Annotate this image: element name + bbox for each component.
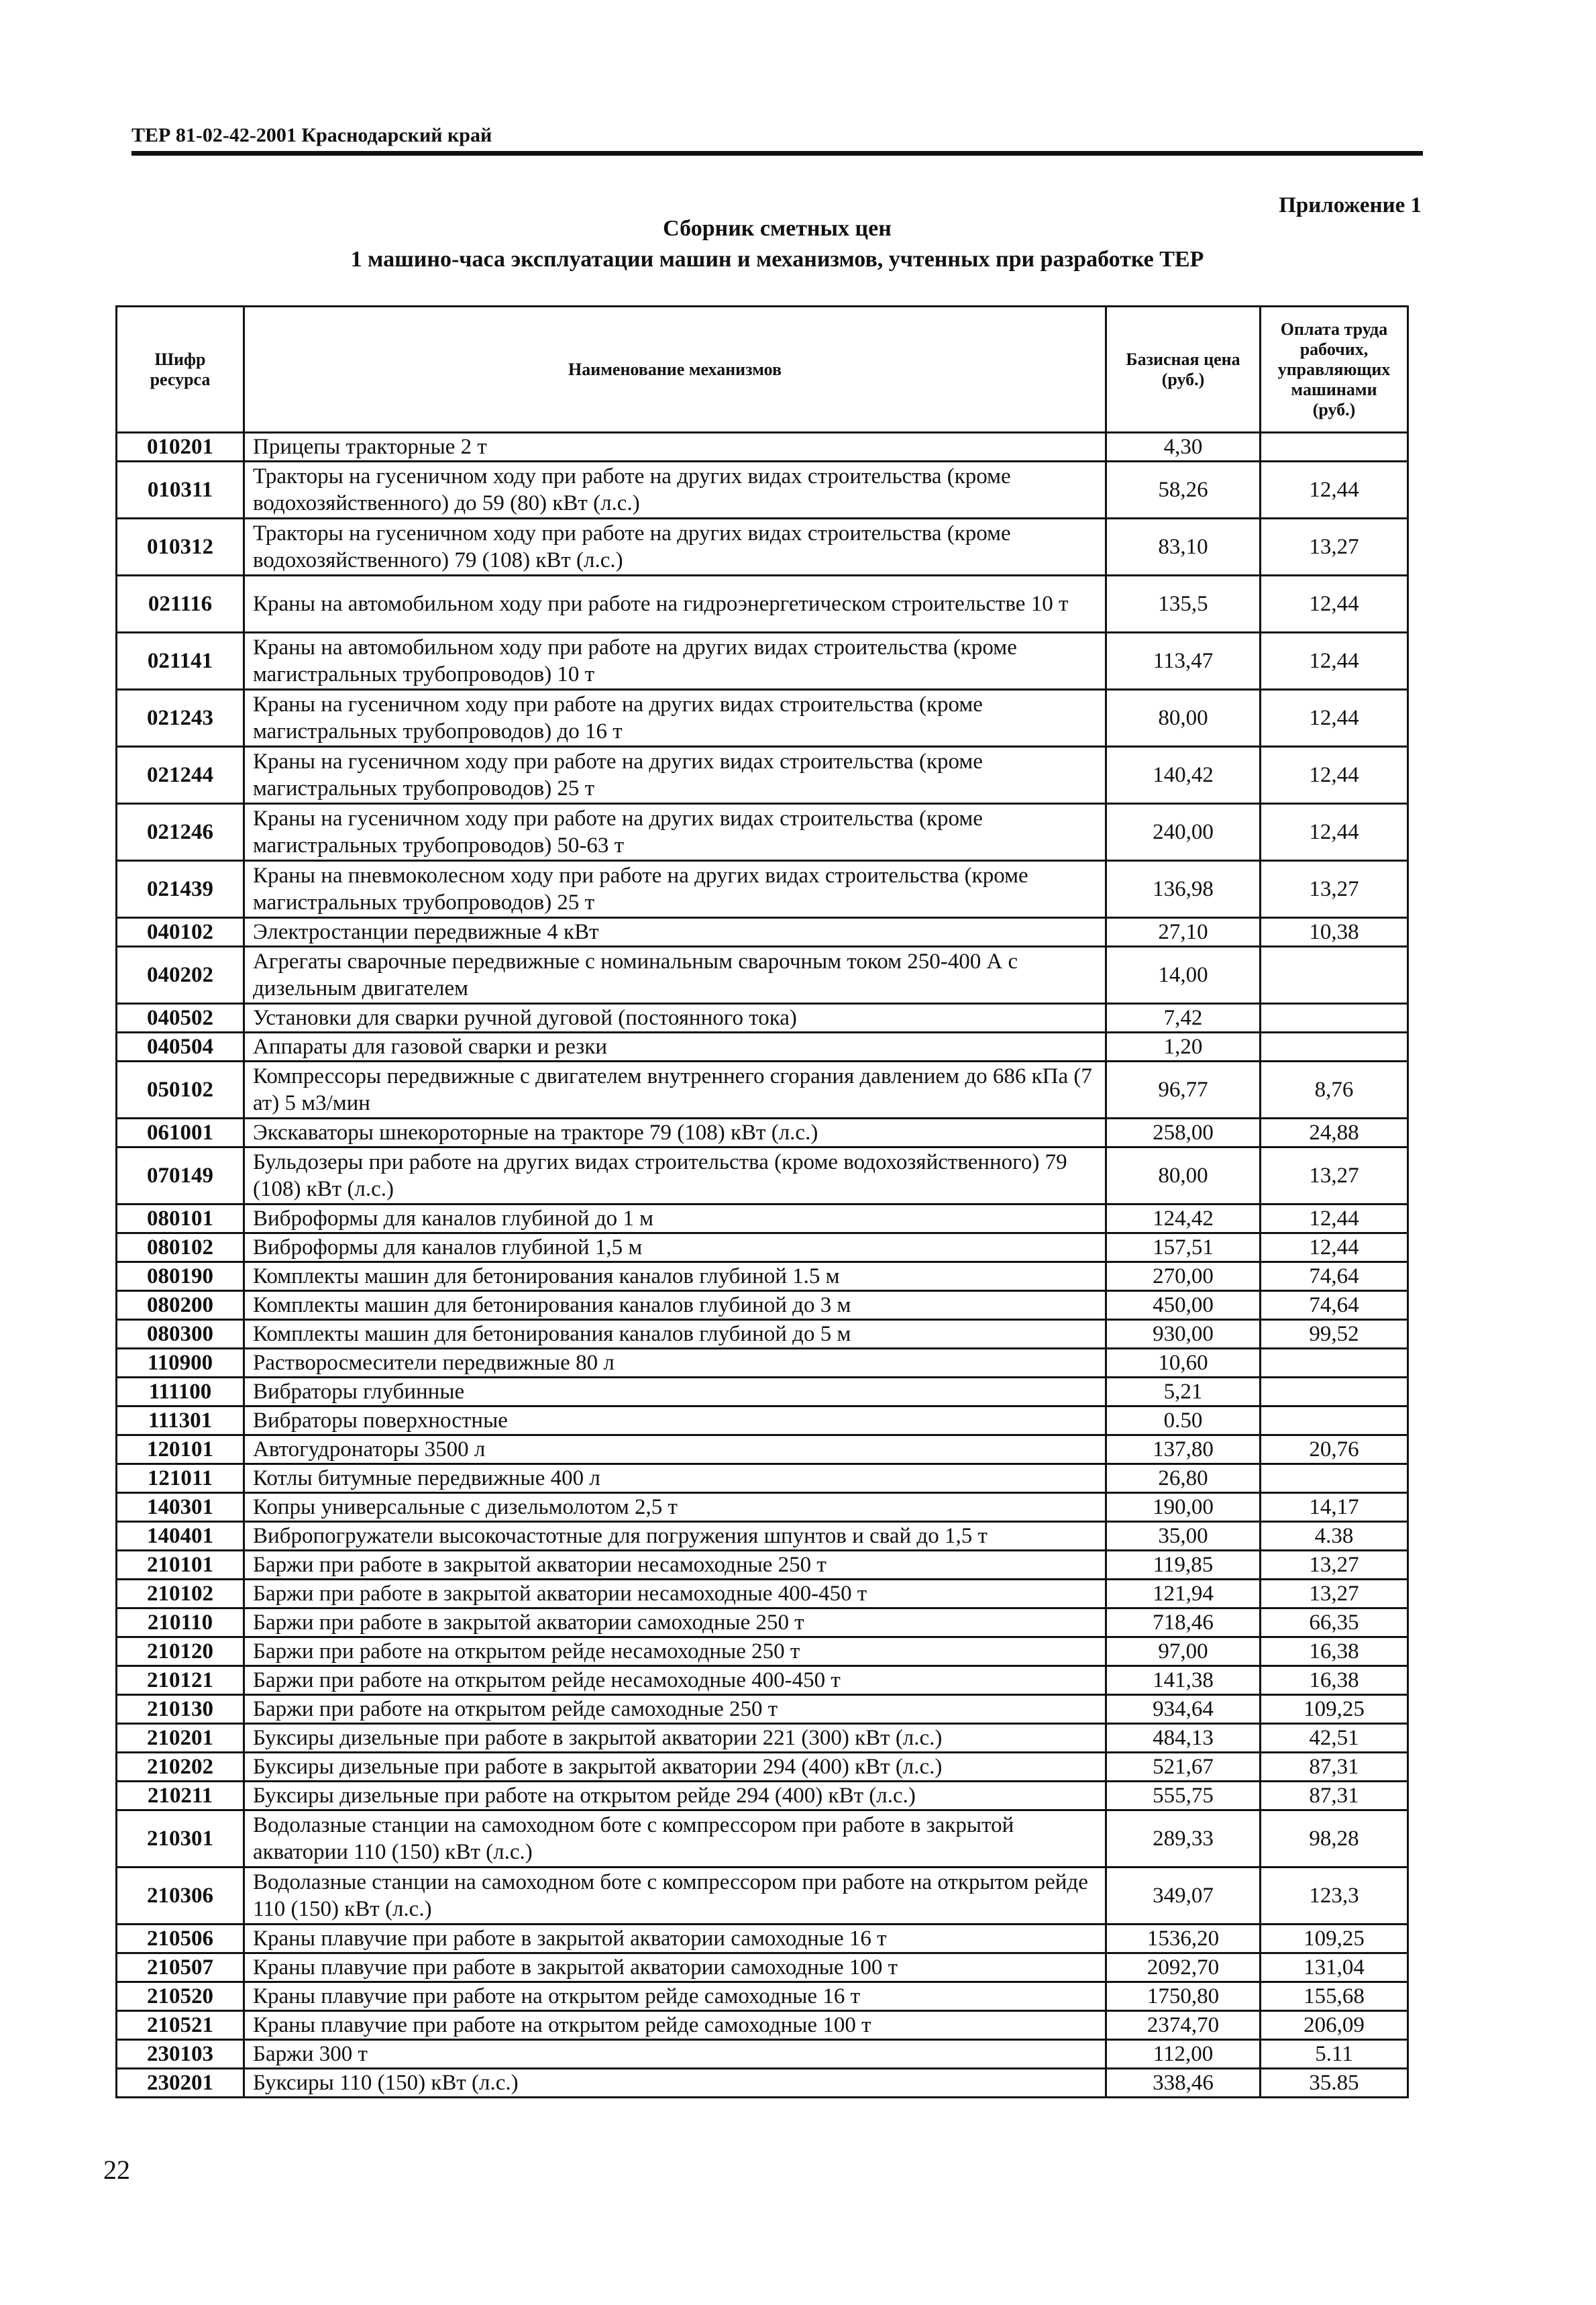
table-row <box>117 1982 1408 2011</box>
mechanism-name-cell: Тракторы на гусеничном ходу при работе на других видах строительства (кроме водохозяйственного) до 59 (80) кВт (л.с.) <box>244 462 1106 519</box>
base-price-cell: 137,80 <box>1106 1435 1261 1464</box>
mechanism-name-cell: Комплекты машин для бетонирования каналов глубиной 1.5 м <box>244 1262 1106 1291</box>
table-row <box>117 1637 1408 1666</box>
table-row <box>117 1551 1408 1580</box>
wage-cell: 12,44 <box>1261 747 1408 804</box>
wage-cell: 12,44 <box>1261 804 1408 861</box>
base-price-cell: 2092,70 <box>1106 1953 1261 1982</box>
table-row <box>117 1320 1408 1349</box>
resource-code-cell: 230201 <box>117 2069 244 2098</box>
base-price-cell: 450,00 <box>1106 1291 1261 1320</box>
collection-title: Сборник сметных цен <box>663 216 892 241</box>
resource-code-cell: 210120 <box>117 1637 244 1666</box>
mechanism-name-cell: Котлы битумные передвижные 400 л <box>244 1464 1106 1493</box>
wage-cell: 4.38 <box>1261 1522 1408 1551</box>
wage-cell: 8,76 <box>1261 1062 1408 1119</box>
base-price-cell: 140,42 <box>1106 747 1261 804</box>
column-header-name: Наименование механизмов <box>244 307 1106 433</box>
wage-cell: 131,04 <box>1261 1953 1408 1982</box>
resource-code-cell: 040202 <box>117 947 244 1004</box>
column-header-price: Базисная цена (руб.) <box>1106 307 1261 433</box>
table-row <box>117 1810 1408 1867</box>
table-row <box>117 1062 1408 1119</box>
resource-code-cell: 080102 <box>117 1233 244 1262</box>
table-row <box>117 1925 1408 1953</box>
table-row <box>117 519 1408 576</box>
base-price-cell: 26,80 <box>1106 1464 1261 1493</box>
table-header-row <box>117 307 1408 433</box>
table-row <box>117 861 1408 918</box>
resource-code-cell: 080101 <box>117 1205 244 1233</box>
mechanism-name-cell: Баржи при работе на открытом рейде самоходные 250 т <box>244 1695 1106 1724</box>
wage-cell: 5.11 <box>1261 2040 1408 2069</box>
base-price-cell: 119,85 <box>1106 1551 1261 1580</box>
base-price-cell: 484,13 <box>1106 1724 1261 1753</box>
base-price-cell: 10,60 <box>1106 1349 1261 1378</box>
base-price-cell: 1,20 <box>1106 1033 1261 1062</box>
base-price-cell: 96,77 <box>1106 1062 1261 1119</box>
mechanism-name-cell: Краны плавучие при работе в закрытой акватории самоходные 16 т <box>244 1925 1106 1953</box>
mechanism-name-cell: Краны на автомобильном ходу при работе на других видах строительства (кроме магистральных трубопроводов) 10 т <box>244 633 1106 690</box>
wage-cell: 109,25 <box>1261 1695 1408 1724</box>
resource-code-cell: 021246 <box>117 804 244 861</box>
column-header-code: Шифр ресурса <box>117 307 244 433</box>
table-row <box>117 1033 1408 1062</box>
base-price-cell: 5,21 <box>1106 1378 1261 1406</box>
base-price-cell: 521,67 <box>1106 1753 1261 1782</box>
table-row <box>117 1435 1408 1464</box>
base-price-cell: 83,10 <box>1106 519 1261 576</box>
appendix-label: Приложение 1 <box>1279 193 1422 217</box>
mechanism-name-cell: Водолазные станции на самоходном боте с компрессором при работе в закрытой акватории 110 (150) кВт (л.с.) <box>244 1810 1106 1867</box>
resource-code-cell: 210507 <box>117 1953 244 1982</box>
resource-code-cell: 021439 <box>117 861 244 918</box>
resource-code-cell: 050102 <box>117 1062 244 1119</box>
resource-code-cell: 061001 <box>117 1119 244 1147</box>
table-row <box>117 633 1408 690</box>
mechanism-name-cell: Виброформы для каналов глубиной 1,5 м <box>244 1233 1106 1262</box>
mechanism-name-cell: Буксиры дизельные при работе в закрытой акватории 294 (400) кВт (л.с.) <box>244 1753 1106 1782</box>
mechanism-name-cell: Баржи 300 т <box>244 2040 1106 2069</box>
table-row <box>117 1522 1408 1551</box>
base-price-cell: 338,46 <box>1106 2069 1261 2098</box>
mechanism-name-cell: Буксиры дизельные при работе на открытом рейде 294 (400) кВт (л.с.) <box>244 1782 1106 1810</box>
mechanism-name-cell: Буксиры 110 (150) кВт (л.с.) <box>244 2069 1106 2098</box>
wage-cell <box>1261 1378 1408 1406</box>
table-row <box>117 1782 1408 1810</box>
mechanism-name-cell: Вибраторы глубинные <box>244 1378 1106 1406</box>
base-price-cell: 14,00 <box>1106 947 1261 1004</box>
mechanism-name-cell: Комплекты машин для бетонирования каналов глубиной до 3 м <box>244 1291 1106 1320</box>
wage-cell: 12,44 <box>1261 1233 1408 1262</box>
base-price-cell: 718,46 <box>1106 1608 1261 1637</box>
table-row <box>117 1291 1408 1320</box>
table-row <box>117 804 1408 861</box>
base-price-cell: 4,30 <box>1106 433 1261 462</box>
wage-cell: 35.85 <box>1261 2069 1408 2098</box>
resource-code-cell: 080200 <box>117 1291 244 1320</box>
base-price-cell: 27,10 <box>1106 918 1261 947</box>
resource-code-cell: 010312 <box>117 519 244 576</box>
resource-code-cell: 210110 <box>117 1608 244 1637</box>
base-price-cell: 121,94 <box>1106 1580 1261 1608</box>
table-row <box>117 690 1408 747</box>
wage-cell: 206,09 <box>1261 2011 1408 2040</box>
base-price-cell: 934,64 <box>1106 1695 1261 1724</box>
wage-cell: 74,64 <box>1261 1291 1408 1320</box>
base-price-cell: 1536,20 <box>1106 1925 1261 1953</box>
wage-cell: 10,38 <box>1261 918 1408 947</box>
mechanism-name-cell: Аппараты для газовой сварки и резки <box>244 1033 1106 1062</box>
base-price-cell: 35,00 <box>1106 1522 1261 1551</box>
base-price-cell: 80,00 <box>1106 690 1261 747</box>
resource-code-cell: 070149 <box>117 1147 244 1205</box>
wage-cell: 123,3 <box>1261 1867 1408 1925</box>
resource-code-cell: 021243 <box>117 690 244 747</box>
mechanism-name-cell: Краны плавучие при работе на открытом рейде самоходные 100 т <box>244 2011 1106 2040</box>
base-price-cell: 2374,70 <box>1106 2011 1261 2040</box>
base-price-cell: 157,51 <box>1106 1233 1261 1262</box>
wage-cell: 13,27 <box>1261 1147 1408 1205</box>
base-price-cell: 349,07 <box>1106 1867 1261 1925</box>
table-row <box>117 1349 1408 1378</box>
resource-code-cell: 040502 <box>117 1004 244 1033</box>
mechanism-name-cell: Краны на пневмоколесном ходу при работе на других видах строительства (кроме магистральных трубопроводов) 25 т <box>244 861 1106 918</box>
mechanism-name-cell: Краны на гусеничном ходу при работе на других видах строительства (кроме магистральных трубопроводов) до 16 т <box>244 690 1106 747</box>
running-header: ТЕР 81-02-42-2001 Краснодарский край <box>131 121 1423 156</box>
base-price-cell: 1750,80 <box>1106 1982 1261 2011</box>
mechanism-name-cell: Баржи при работе в закрытой акватории несамоходные 400-450 т <box>244 1580 1106 1608</box>
mechanism-name-cell: Вибропогружатели высокочастотные для погружения шпунтов и свай до 1,5 т <box>244 1522 1106 1551</box>
mechanism-name-cell: Буксиры дизельные при работе в закрытой акватории 221 (300) кВт (л.с.) <box>244 1724 1106 1753</box>
table-row <box>117 2011 1408 2040</box>
wage-cell <box>1261 1349 1408 1378</box>
table-row <box>117 1262 1408 1291</box>
table-row <box>117 1695 1408 1724</box>
column-header-wage: Оплата труда рабочих, управляющих машинами (руб.) <box>1261 307 1408 433</box>
resource-code-cell: 210521 <box>117 2011 244 2040</box>
table-row <box>117 1233 1408 1262</box>
wage-cell: 16,38 <box>1261 1637 1408 1666</box>
wage-cell <box>1261 1464 1408 1493</box>
wage-cell: 87,31 <box>1261 1753 1408 1782</box>
wage-cell: 87,31 <box>1261 1782 1408 1810</box>
table-row <box>117 576 1408 633</box>
table-row <box>117 747 1408 804</box>
mechanism-name-cell: Комплекты машин для бетонирования каналов глубиной до 5 м <box>244 1320 1106 1349</box>
wage-cell: 13,27 <box>1261 519 1408 576</box>
mechanism-name-cell: Копры универсальные с дизельмолотом 2,5 т <box>244 1493 1106 1522</box>
resource-code-cell: 210306 <box>117 1867 244 1925</box>
resource-code-cell: 010311 <box>117 462 244 519</box>
wage-cell: 98,28 <box>1261 1810 1408 1867</box>
wage-cell: 99,52 <box>1261 1320 1408 1349</box>
base-price-cell: 124,42 <box>1106 1205 1261 1233</box>
resource-code-cell: 010201 <box>117 433 244 462</box>
table-row <box>117 2040 1408 2069</box>
resource-code-cell: 040102 <box>117 918 244 947</box>
base-price-cell: 113,47 <box>1106 633 1261 690</box>
resource-code-cell: 021244 <box>117 747 244 804</box>
mechanism-name-cell: Краны плавучие при работе в закрытой акватории самоходные 100 т <box>244 1953 1106 1982</box>
table-row <box>117 1666 1408 1695</box>
resource-code-cell: 120101 <box>117 1435 244 1464</box>
resource-code-cell: 021116 <box>117 576 244 633</box>
wage-cell <box>1261 1406 1408 1435</box>
mechanism-name-cell: Бульдозеры при работе на других видах строительства (кроме водохозяйственного) 79 (108) кВт (л.с.) <box>244 1147 1106 1205</box>
wage-cell: 12,44 <box>1261 633 1408 690</box>
base-price-cell: 258,00 <box>1106 1119 1261 1147</box>
mechanism-name-cell: Прицепы тракторные 2 т <box>244 433 1106 462</box>
mechanism-name-cell: Экскаваторы шнекороторные на тракторе 79 (108) кВт (л.с.) <box>244 1119 1106 1147</box>
wage-cell <box>1261 433 1408 462</box>
table-row <box>117 1608 1408 1637</box>
machinery-price-table <box>115 305 1409 2098</box>
wage-cell: 13,27 <box>1261 861 1408 918</box>
mechanism-name-cell: Агрегаты сварочные передвижные с номинальным сварочным током 250-400 А с дизельным двигателем <box>244 947 1106 1004</box>
resource-code-cell: 140401 <box>117 1522 244 1551</box>
table-row <box>117 433 1408 462</box>
base-price-cell: 240,00 <box>1106 804 1261 861</box>
table-row <box>117 1580 1408 1608</box>
resource-code-cell: 210201 <box>117 1724 244 1753</box>
mechanism-name-cell: Краны на автомобильном ходу при работе на гидроэнергетическом строительстве 10 т <box>244 576 1106 633</box>
wage-cell <box>1261 1004 1408 1033</box>
mechanism-name-cell: Краны плавучие при работе на открытом рейде самоходные 16 т <box>244 1982 1106 2011</box>
table-row <box>117 918 1408 947</box>
resource-code-cell: 140301 <box>117 1493 244 1522</box>
base-price-cell: 97,00 <box>1106 1637 1261 1666</box>
table-row <box>117 1406 1408 1435</box>
resource-code-cell: 210301 <box>117 1810 244 1867</box>
table-row <box>117 1004 1408 1033</box>
resource-code-cell: 121011 <box>117 1464 244 1493</box>
wage-cell: 24,88 <box>1261 1119 1408 1147</box>
resource-code-cell: 210506 <box>117 1925 244 1953</box>
table-row <box>117 1147 1408 1205</box>
base-price-cell: 112,00 <box>1106 2040 1261 2069</box>
table-body <box>117 433 1408 2098</box>
table-row <box>117 1724 1408 1753</box>
table-row <box>117 462 1408 519</box>
resource-code-cell: 210102 <box>117 1580 244 1608</box>
mechanism-name-cell: Баржи при работе в закрытой акватории несамоходные 250 т <box>244 1551 1106 1580</box>
wage-cell: 13,27 <box>1261 1551 1408 1580</box>
wage-cell: 16,38 <box>1261 1666 1408 1695</box>
resource-code-cell: 111100 <box>117 1378 244 1406</box>
resource-code-cell: 080190 <box>117 1262 244 1291</box>
base-price-cell: 136,98 <box>1106 861 1261 918</box>
table-row <box>117 947 1408 1004</box>
table-row <box>117 1205 1408 1233</box>
mechanism-name-cell: Баржи при работе в закрытой акватории самоходные 250 т <box>244 1608 1106 1637</box>
table-row <box>117 2069 1408 2098</box>
wage-cell: 12,44 <box>1261 1205 1408 1233</box>
table-row <box>117 1378 1408 1406</box>
wage-cell: 13,27 <box>1261 1580 1408 1608</box>
base-price-cell: 141,38 <box>1106 1666 1261 1695</box>
collection-subtitle: 1 машино-часа эксплуатации машин и механизмов, учтенных при разработке ТЕР <box>350 247 1204 272</box>
resource-code-cell: 021141 <box>117 633 244 690</box>
wage-cell: 12,44 <box>1261 576 1408 633</box>
resource-code-cell: 110900 <box>117 1349 244 1378</box>
table-row <box>117 1119 1408 1147</box>
wage-cell: 42,51 <box>1261 1724 1408 1753</box>
mechanism-name-cell: Краны на гусеничном ходу при работе на других видах строительства (кроме магистральных трубопроводов) 50-63 т <box>244 804 1106 861</box>
base-price-cell: 80,00 <box>1106 1147 1261 1205</box>
resource-code-cell: 210101 <box>117 1551 244 1580</box>
base-price-cell: 0.50 <box>1106 1406 1261 1435</box>
base-price-cell: 135,5 <box>1106 576 1261 633</box>
resource-code-cell: 210211 <box>117 1782 244 1810</box>
wage-cell: 14,17 <box>1261 1493 1408 1522</box>
resource-code-cell: 111301 <box>117 1406 244 1435</box>
mechanism-name-cell: Электростанции передвижные 4 кВт <box>244 918 1106 947</box>
wage-cell <box>1261 947 1408 1004</box>
base-price-cell: 555,75 <box>1106 1782 1261 1810</box>
table-row <box>117 1867 1408 1925</box>
resource-code-cell: 230103 <box>117 2040 244 2069</box>
mechanism-name-cell: Вибраторы поверхностные <box>244 1406 1106 1435</box>
wage-cell: 74,64 <box>1261 1262 1408 1291</box>
base-price-cell: 270,00 <box>1106 1262 1261 1291</box>
mechanism-name-cell: Краны на гусеничном ходу при работе на других видах строительства (кроме магистральных трубопроводов) 25 т <box>244 747 1106 804</box>
base-price-cell: 190,00 <box>1106 1493 1261 1522</box>
mechanism-name-cell: Установки для сварки ручной дуговой (постоянного тока) <box>244 1004 1106 1033</box>
wage-cell: 155,68 <box>1261 1982 1408 2011</box>
table-row <box>117 1464 1408 1493</box>
table-row <box>117 1953 1408 1982</box>
resource-code-cell: 080300 <box>117 1320 244 1349</box>
base-price-cell: 58,26 <box>1106 462 1261 519</box>
base-price-cell: 289,33 <box>1106 1810 1261 1867</box>
resource-code-cell: 040504 <box>117 1033 244 1062</box>
mechanism-name-cell: Баржи при работе на открытом рейде несамоходные 400-450 т <box>244 1666 1106 1695</box>
base-price-cell: 7,42 <box>1106 1004 1261 1033</box>
wage-cell: 20,76 <box>1261 1435 1408 1464</box>
wage-cell <box>1261 1033 1408 1062</box>
page-number: 22 <box>103 2155 130 2185</box>
mechanism-name-cell: Тракторы на гусеничном ходу при работе на других видах строительства (кроме водохозяйственного) 79 (108) кВт (л.с.) <box>244 519 1106 576</box>
table-row <box>117 1493 1408 1522</box>
mechanism-name-cell: Компрессоры передвижные с двигателем внутреннего сгорания давлением до 686 кПа (7 ат) 5 м3/мин <box>244 1062 1106 1119</box>
mechanism-name-cell: Автогудронаторы 3500 л <box>244 1435 1106 1464</box>
mechanism-name-cell: Баржи при работе на открытом рейде несамоходные 250 т <box>244 1637 1106 1666</box>
resource-code-cell: 210202 <box>117 1753 244 1782</box>
mechanism-name-cell: Виброформы для каналов глубиной до 1 м <box>244 1205 1106 1233</box>
resource-code-cell: 210121 <box>117 1666 244 1695</box>
wage-cell: 109,25 <box>1261 1925 1408 1953</box>
mechanism-name-cell: Водолазные станции на самоходном боте с компрессором при работе на открытом рейде 110 (150) кВт (л.с.) <box>244 1867 1106 1925</box>
table-row <box>117 1753 1408 1782</box>
wage-cell: 66,35 <box>1261 1608 1408 1637</box>
resource-code-cell: 210130 <box>117 1695 244 1724</box>
mechanism-name-cell: Растворосмесители передвижные 80 л <box>244 1349 1106 1378</box>
wage-cell: 12,44 <box>1261 462 1408 519</box>
resource-code-cell: 210520 <box>117 1982 244 2011</box>
base-price-cell: 930,00 <box>1106 1320 1261 1349</box>
wage-cell: 12,44 <box>1261 690 1408 747</box>
